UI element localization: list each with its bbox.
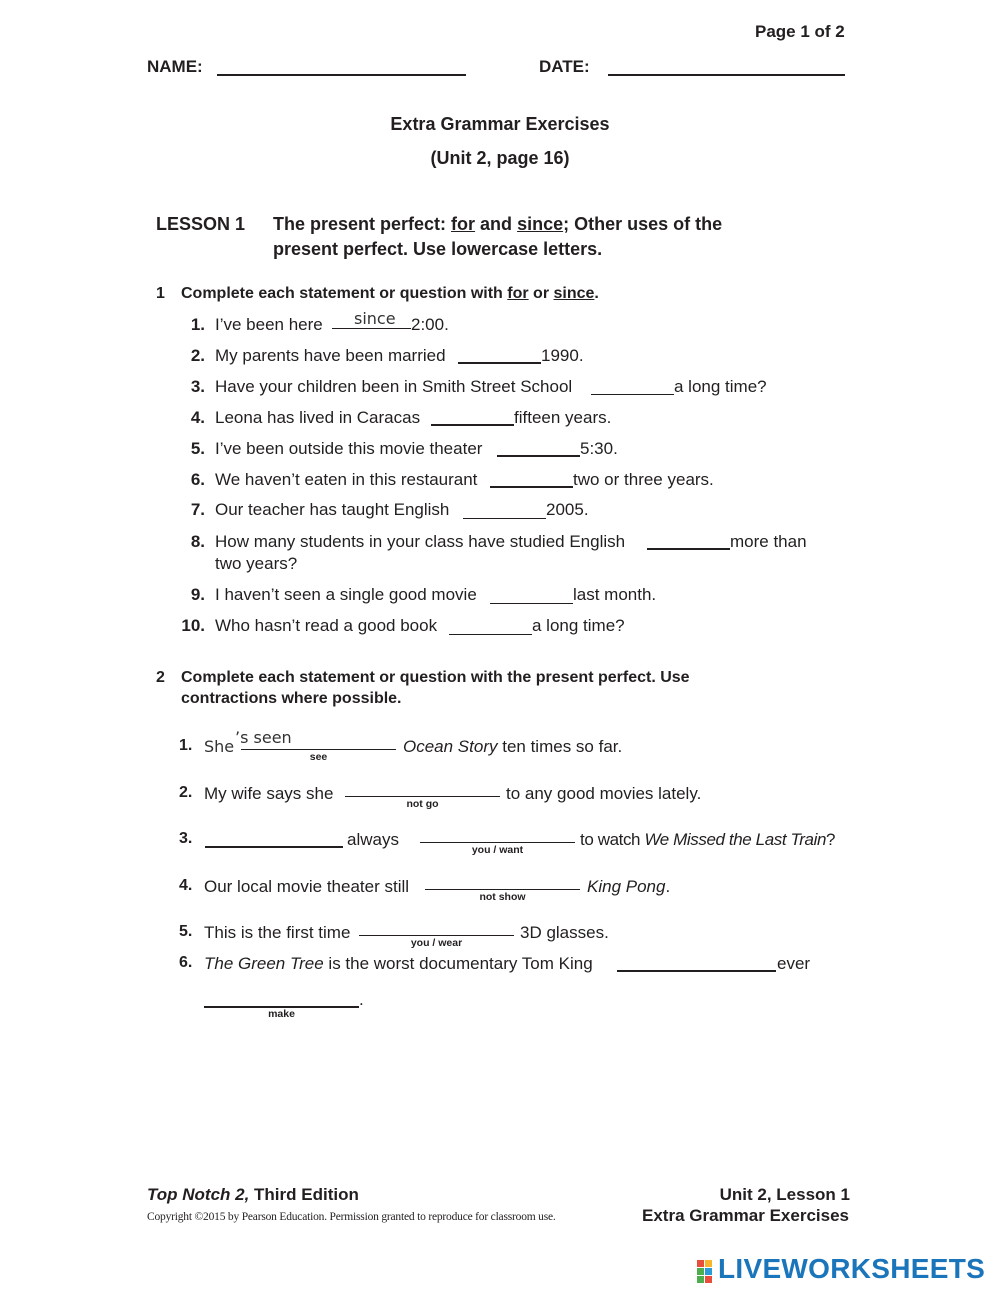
ex2-item-end: .: [359, 990, 364, 1009]
ex1-item-text: Have your children been in Smith Street School: [215, 377, 573, 396]
liveworksheets-logo: [697, 1253, 997, 1287]
ex1-item-after: 1990.: [541, 346, 584, 365]
ex2-blank-3a[interactable]: [205, 846, 343, 848]
ex1-item-after: a long time?: [674, 377, 767, 396]
ex2-title-italic: Ocean Story: [403, 737, 498, 756]
ex1-item-after: two or three years.: [573, 470, 714, 489]
ex2-item-text: She: [204, 737, 235, 756]
ex1-item-number: 9.: [190, 585, 205, 604]
ex2-hint: not go: [406, 798, 439, 810]
ex1-item-after: 2005.: [546, 500, 589, 519]
ex2-answer-1[interactable]: ’s seen: [235, 728, 292, 747]
ex1-item-number: 3.: [190, 377, 205, 396]
ex2-before-text: is the worst documentary Tom King: [323, 954, 593, 973]
exercise1-instruction: [181, 285, 599, 303]
ex2-item-number: 6.: [179, 954, 193, 971]
ex1-item-number: 1.: [190, 315, 205, 334]
logo-square-blue: [705, 1268, 712, 1275]
ex2-hint: you / want: [471, 844, 524, 856]
date-label: DATE:: [539, 57, 590, 76]
ex1-blank-8[interactable]: [647, 548, 730, 550]
ex1-item-text: Who hasn’t read a good book: [215, 616, 438, 635]
lesson-heading-for: for: [451, 214, 476, 234]
ex2-blank-2[interactable]: [345, 796, 500, 797]
ex1-item-text: My parents have been married: [215, 346, 446, 365]
ex1-blank-9[interactable]: [490, 603, 573, 604]
ex2-item-after: 3D glasses.: [520, 923, 609, 942]
exercise2-instruction-line2: contractions where possible.: [181, 690, 402, 707]
name-field[interactable]: [217, 74, 466, 76]
ex1-item-text: I’ve been outside this movie theater: [215, 439, 483, 458]
ex1-blank-4[interactable]: [431, 424, 514, 426]
ex2-item-after: [580, 830, 835, 850]
exercise1-instr-end: .: [594, 285, 599, 302]
ex1-blank-7[interactable]: [463, 518, 546, 519]
ex2-item-number: 5.: [179, 923, 193, 940]
ex2-title-italic: The Green Tree: [204, 954, 324, 973]
lesson-heading-line2: present perfect. Use lowercase letters.: [273, 239, 603, 259]
ex2-hint: make: [268, 1008, 295, 1020]
ex2-blank-3b[interactable]: [420, 842, 575, 843]
lesson-heading-post: ; Other uses of the: [563, 214, 723, 234]
ex1-item-number: 7.: [190, 500, 205, 519]
footer-book-title: Top Notch 2,: [147, 1185, 250, 1204]
exercise1-instr-since: since: [553, 285, 595, 302]
logo-square-red: [697, 1260, 704, 1267]
ex2-item-number: 1.: [179, 737, 193, 754]
name-label: NAME:: [147, 57, 203, 76]
logo-square-red2: [705, 1276, 712, 1283]
logo-square-yellow: [705, 1260, 712, 1267]
ex2-after-text: to watch: [580, 830, 645, 849]
ex2-title-italic: We Missed the Last Train: [644, 830, 827, 849]
exercise1-instr-for: for: [507, 285, 529, 302]
exercise1-number: 1: [156, 285, 165, 302]
footer-copyright: Copyright ©2015 by Pearson Education. Permission granted to reproduce for classroom use.: [147, 1211, 556, 1223]
lesson-label: LESSON 1: [156, 214, 246, 234]
ex1-blank-2[interactable]: [458, 362, 541, 364]
ex2-hint: you / wear: [410, 937, 463, 949]
page-subtitle: (Unit 2, page 16): [430, 148, 570, 168]
ex2-item-after: [587, 877, 670, 897]
footer-section: Extra Grammar Exercises: [642, 1206, 849, 1225]
ex1-item-number: 6.: [190, 470, 205, 489]
ex2-item-number: 4.: [179, 877, 193, 894]
ex2-item-after: ever: [777, 954, 811, 973]
ex2-blank-5[interactable]: [359, 935, 514, 936]
ex2-item-text: This is the first time: [204, 923, 351, 942]
ex2-item-text: Our local movie theater still: [204, 877, 410, 896]
lesson-heading: [273, 214, 722, 235]
ex1-item-after: a long time?: [532, 616, 625, 635]
ex2-item-text: My wife says she: [204, 784, 334, 803]
ex1-item-text: I’ve been here: [215, 315, 323, 334]
ex1-item-text: We haven’t eaten in this restaurant: [215, 470, 478, 489]
ex2-hint: not show: [479, 891, 526, 903]
ex1-item-after: last month.: [573, 585, 657, 604]
logo-square-green2: [697, 1276, 704, 1283]
lesson-heading-since: since: [517, 214, 564, 234]
ex1-item-after: more than: [730, 532, 807, 551]
ex1-blank-1[interactable]: [332, 328, 411, 329]
logo-text: LIVEWORKSHEETS: [718, 1253, 986, 1284]
ex1-item-text: Leona has lived in Caracas: [215, 408, 421, 427]
ex2-item-number: 2.: [179, 784, 193, 801]
ex2-after-end: ?: [826, 830, 836, 849]
footer-unit: Unit 2, Lesson 1: [719, 1185, 850, 1204]
exercise1-instr-or: or: [528, 285, 554, 302]
ex1-item-number: 2.: [190, 346, 205, 365]
ex2-item-text: always: [347, 830, 399, 849]
exercise2-number: 2: [156, 669, 165, 686]
ex1-item-after: 2:00.: [411, 315, 449, 334]
page-number: Page 1 of 2: [755, 22, 845, 41]
ex1-item-number: 10.: [181, 616, 205, 635]
ex1-item-number: 4.: [190, 408, 205, 427]
ex1-item-number: 5.: [190, 439, 205, 458]
ex2-blank-1[interactable]: [241, 749, 396, 750]
ex1-blank-3[interactable]: [591, 394, 674, 395]
ex2-item-after: to any good movies lately.: [506, 784, 702, 803]
ex2-blank-4[interactable]: [425, 889, 580, 890]
footer-book-edition: Third Edition: [249, 1185, 359, 1204]
ex1-item-line2: two years?: [215, 554, 298, 573]
ex1-item-number: 8.: [190, 532, 205, 551]
exercise1-instr-text: Complete each statement or question with: [181, 285, 508, 302]
lesson-heading-and: and: [475, 214, 518, 234]
lesson-heading-pre: The present perfect:: [273, 214, 452, 234]
ex2-blank-6a[interactable]: [617, 970, 776, 972]
ex2-hint: see: [309, 751, 328, 763]
ex1-blank-5[interactable]: [497, 455, 580, 457]
ex1-item-text: Our teacher has taught English: [215, 500, 450, 519]
ex2-after-text: .: [665, 877, 671, 896]
logo-square-green: [697, 1268, 704, 1275]
page-title: Extra Grammar Exercises: [390, 114, 610, 134]
ex1-answer-1[interactable]: since: [354, 309, 396, 328]
ex2-item-number: 3.: [179, 830, 193, 847]
ex2-item-after: [403, 737, 622, 757]
ex2-title-italic: King Pong: [587, 877, 666, 896]
footer-book: [147, 1185, 359, 1205]
ex1-blank-6[interactable]: [490, 486, 573, 488]
ex1-blank-10[interactable]: [449, 634, 532, 635]
exercise2-instruction: Complete each statement or question with the present perfect. Use: [181, 669, 690, 686]
ex2-item-text: [204, 954, 593, 974]
ex1-item-after: 5:30.: [580, 439, 618, 458]
ex1-item-text: How many students in your class have studied English: [215, 532, 626, 551]
date-field[interactable]: [608, 74, 845, 76]
ex1-item-text: I haven’t seen a single good movie: [215, 585, 477, 604]
ex2-after-text: ten times so far.: [497, 737, 623, 756]
ex1-item-after: fifteen years.: [514, 408, 612, 427]
